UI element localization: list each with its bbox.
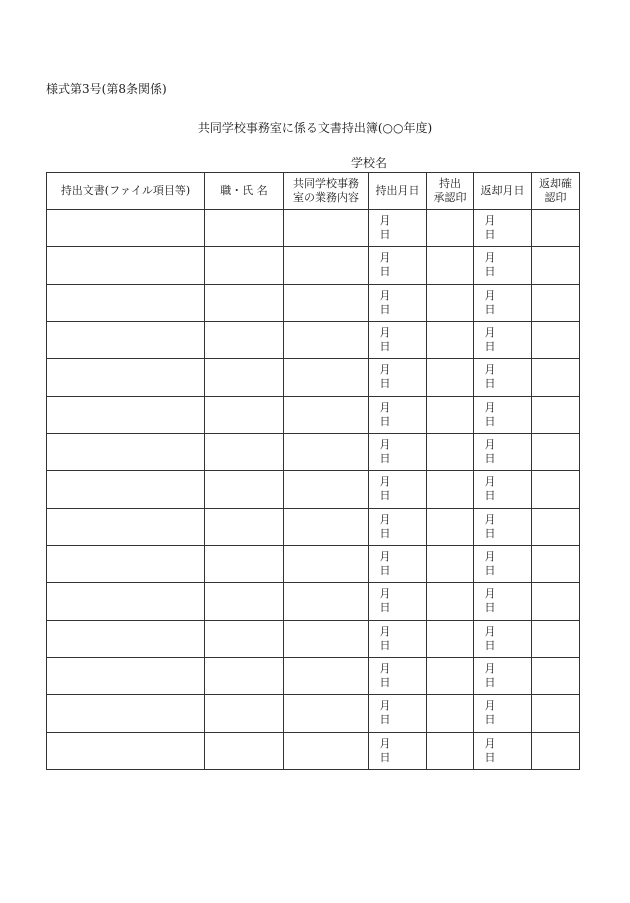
day-label: 日 <box>379 302 391 316</box>
checkout-date-cell[interactable] <box>369 695 427 732</box>
month-label: 月 <box>484 699 496 713</box>
return-date-cell[interactable] <box>474 620 532 657</box>
checkout-date-cell-month-day <box>380 438 416 466</box>
month-label: 月 <box>379 363 391 377</box>
month-label: 月 <box>484 400 496 414</box>
form-number: 様式第3号(第8条関係) <box>46 82 167 96</box>
return-date-cell-month-day <box>485 475 521 503</box>
day-label: 日 <box>484 414 496 428</box>
day-label: 日 <box>484 564 496 578</box>
return-date-cell-month-day <box>485 587 521 615</box>
office-work-cell[interactable] <box>284 695 369 732</box>
return-date-cell[interactable] <box>474 657 532 694</box>
document-cell[interactable] <box>47 583 205 620</box>
office-work-cell[interactable] <box>284 732 369 769</box>
day-label: 日 <box>379 750 391 764</box>
office-work-cell[interactable] <box>284 396 369 433</box>
position-name-cell[interactable] <box>205 284 284 321</box>
document-cell[interactable] <box>47 321 205 358</box>
table-row <box>47 359 580 396</box>
return-confirm-cell[interactable] <box>532 508 580 545</box>
day-label: 日 <box>379 265 391 279</box>
day-label: 日 <box>484 228 496 242</box>
checkout-date-cell[interactable] <box>369 508 427 545</box>
header-return-confirm-line1: 返却確 <box>539 177 572 190</box>
day-label: 日 <box>379 564 391 578</box>
header-checkout-approval-line2: 承認印 <box>433 191 467 204</box>
header-checkout-approval <box>427 173 474 210</box>
day-label: 日 <box>484 265 496 279</box>
checkout-date-cell[interactable] <box>369 657 427 694</box>
checkout-date-cell-month-day <box>380 625 416 653</box>
position-name-cell[interactable] <box>205 471 284 508</box>
office-work-cell[interactable] <box>284 620 369 657</box>
position-name-cell[interactable] <box>205 545 284 582</box>
checkout-approval-cell[interactable] <box>427 657 474 694</box>
position-name-cell[interactable] <box>205 321 284 358</box>
month-label: 月 <box>484 438 496 452</box>
office-work-cell[interactable] <box>284 657 369 694</box>
document-cell[interactable] <box>47 545 205 582</box>
checkout-date-cell[interactable] <box>369 620 427 657</box>
month-label: 月 <box>484 363 496 377</box>
checkout-approval-cell[interactable] <box>427 210 474 247</box>
table-row <box>47 210 580 247</box>
office-work-cell[interactable] <box>284 321 369 358</box>
checkout-date-cell[interactable] <box>369 359 427 396</box>
month-label: 月 <box>379 288 391 302</box>
table-row <box>47 471 580 508</box>
document-cell[interactable] <box>47 359 205 396</box>
checkout-date-cell-month-day <box>380 550 416 578</box>
checkout-approval-cell[interactable] <box>427 508 474 545</box>
month-label: 月 <box>484 326 496 340</box>
office-work-cell[interactable] <box>284 433 369 470</box>
table-row <box>47 695 580 732</box>
return-date-cell[interactable] <box>474 359 532 396</box>
month-label: 月 <box>484 550 496 564</box>
day-label: 日 <box>484 676 496 690</box>
table-row <box>47 508 580 545</box>
document-cell[interactable] <box>47 396 205 433</box>
office-work-cell[interactable] <box>284 284 369 321</box>
document-cell[interactable] <box>47 210 205 247</box>
month-label: 月 <box>484 662 496 676</box>
header-checkout-approval-line1: 持出 <box>439 177 461 190</box>
return-date-cell[interactable] <box>474 433 532 470</box>
day-label: 日 <box>379 489 391 503</box>
position-name-cell[interactable] <box>205 396 284 433</box>
header-checkout-date: 持出月日 <box>369 173 427 210</box>
day-label: 日 <box>379 676 391 690</box>
office-work-cell[interactable] <box>284 545 369 582</box>
month-label: 月 <box>379 624 391 638</box>
header-office-work <box>284 173 369 210</box>
document-title: 共同学校事務室に係る文書持出簿(○○年度) <box>197 121 433 135</box>
day-label: 日 <box>484 750 496 764</box>
return-date-cell[interactable] <box>474 695 532 732</box>
table-row <box>47 396 580 433</box>
office-work-cell[interactable] <box>284 210 369 247</box>
checkout-date-cell-month-day <box>380 587 416 615</box>
return-confirm-cell[interactable] <box>532 545 580 582</box>
position-name-cell[interactable] <box>205 210 284 247</box>
month-label: 月 <box>379 214 391 228</box>
return-date-cell[interactable] <box>474 545 532 582</box>
month-label: 月 <box>379 400 391 414</box>
return-confirm-cell[interactable] <box>532 620 580 657</box>
header-return-confirm-line2: 認印 <box>544 191 567 204</box>
return-confirm-cell[interactable] <box>532 359 580 396</box>
checkout-approval-cell[interactable] <box>427 396 474 433</box>
month-label: 月 <box>484 587 496 601</box>
return-date-cell[interactable] <box>474 247 532 284</box>
office-work-cell[interactable] <box>284 247 369 284</box>
position-name-cell[interactable] <box>205 433 284 470</box>
document-checkout-ledger <box>46 172 580 770</box>
month-label: 月 <box>484 251 496 265</box>
return-date-cell[interactable] <box>474 321 532 358</box>
checkout-approval-cell[interactable] <box>427 471 474 508</box>
position-name-cell[interactable] <box>205 359 284 396</box>
position-name-cell[interactable] <box>205 695 284 732</box>
checkout-approval-cell[interactable] <box>427 247 474 284</box>
return-date-cell-month-day <box>485 214 521 242</box>
month-label: 月 <box>379 475 391 489</box>
document-cell[interactable] <box>47 471 205 508</box>
checkout-date-cell-month-day <box>380 363 416 391</box>
office-work-cell[interactable] <box>284 471 369 508</box>
document-cell[interactable] <box>47 732 205 769</box>
month-label: 月 <box>484 214 496 228</box>
return-date-cell[interactable] <box>474 396 532 433</box>
document-cell[interactable] <box>47 433 205 470</box>
return-date-cell-month-day <box>485 737 521 765</box>
checkout-approval-cell[interactable] <box>427 359 474 396</box>
month-label: 月 <box>379 251 391 265</box>
day-label: 日 <box>379 377 391 391</box>
day-label: 日 <box>484 340 496 354</box>
month-label: 月 <box>484 736 496 750</box>
checkout-date-cell-month-day <box>380 289 416 317</box>
table-row <box>47 732 580 769</box>
table-row <box>47 247 580 284</box>
return-date-cell[interactable] <box>474 583 532 620</box>
school-name-label: 学校名 <box>351 156 388 170</box>
table-row <box>47 583 580 620</box>
position-name-cell[interactable] <box>205 247 284 284</box>
checkout-approval-cell[interactable] <box>427 620 474 657</box>
position-name-cell[interactable] <box>205 620 284 657</box>
checkout-date-cell[interactable] <box>369 321 427 358</box>
day-label: 日 <box>484 713 496 727</box>
day-label: 日 <box>379 638 391 652</box>
day-label: 日 <box>484 377 496 391</box>
checkout-date-cell-month-day <box>380 737 416 765</box>
return-date-cell-month-day <box>485 699 521 727</box>
checkout-approval-cell[interactable] <box>427 284 474 321</box>
day-label: 日 <box>484 302 496 316</box>
month-label: 月 <box>379 662 391 676</box>
ledger-body <box>47 210 580 770</box>
day-label: 日 <box>484 638 496 652</box>
checkout-approval-cell[interactable] <box>427 321 474 358</box>
day-label: 日 <box>484 489 496 503</box>
checkout-date-cell-month-day <box>380 401 416 429</box>
table-row <box>47 657 580 694</box>
checkout-approval-cell[interactable] <box>427 695 474 732</box>
checkout-date-cell[interactable] <box>369 210 427 247</box>
day-label: 日 <box>484 452 496 466</box>
checkout-date-cell[interactable] <box>369 545 427 582</box>
day-label: 日 <box>484 601 496 615</box>
day-label: 日 <box>379 340 391 354</box>
header-row <box>47 173 580 210</box>
checkout-date-cell-month-day <box>380 699 416 727</box>
header-position-name: 職・氏 名 <box>205 173 284 210</box>
document-cell[interactable] <box>47 620 205 657</box>
return-date-cell-month-day <box>485 438 521 466</box>
position-name-cell[interactable] <box>205 583 284 620</box>
return-confirm-cell[interactable] <box>532 695 580 732</box>
checkout-date-cell[interactable] <box>369 247 427 284</box>
return-confirm-cell[interactable] <box>532 657 580 694</box>
table-row <box>47 620 580 657</box>
header-office-work-line1: 共同学校事務 <box>293 177 359 190</box>
return-date-cell[interactable] <box>474 284 532 321</box>
month-label: 月 <box>484 288 496 302</box>
return-confirm-cell[interactable] <box>532 471 580 508</box>
checkout-date-cell-month-day <box>380 251 416 279</box>
day-label: 日 <box>379 452 391 466</box>
day-label: 日 <box>379 601 391 615</box>
month-label: 月 <box>379 326 391 340</box>
month-label: 月 <box>379 550 391 564</box>
month-label: 月 <box>484 512 496 526</box>
header-office-work-line2: 室の業務内容 <box>293 191 359 204</box>
checkout-approval-cell[interactable] <box>427 433 474 470</box>
table-row <box>47 545 580 582</box>
return-confirm-cell[interactable] <box>532 321 580 358</box>
return-date-cell-month-day <box>485 625 521 653</box>
day-label: 日 <box>484 526 496 540</box>
checkout-date-cell-month-day <box>380 662 416 690</box>
return-date-cell-month-day <box>485 251 521 279</box>
return-date-cell-month-day <box>485 662 521 690</box>
office-work-cell[interactable] <box>284 508 369 545</box>
day-label: 日 <box>379 526 391 540</box>
position-name-cell[interactable] <box>205 657 284 694</box>
return-confirm-cell[interactable] <box>532 732 580 769</box>
month-label: 月 <box>379 587 391 601</box>
checkout-approval-cell[interactable] <box>427 583 474 620</box>
checkout-date-cell-month-day <box>380 513 416 541</box>
header-return-confirm <box>532 173 580 210</box>
return-date-cell[interactable] <box>474 471 532 508</box>
office-work-cell[interactable] <box>284 583 369 620</box>
checkout-date-cell-month-day <box>380 326 416 354</box>
position-name-cell[interactable] <box>205 508 284 545</box>
month-label: 月 <box>379 512 391 526</box>
day-label: 日 <box>379 414 391 428</box>
return-date-cell-month-day <box>485 550 521 578</box>
month-label: 月 <box>379 438 391 452</box>
return-date-cell-month-day <box>485 513 521 541</box>
document-cell[interactable] <box>47 657 205 694</box>
return-confirm-cell[interactable] <box>532 210 580 247</box>
return-date-cell-month-day <box>485 289 521 317</box>
day-label: 日 <box>379 228 391 242</box>
return-confirm-cell[interactable] <box>532 396 580 433</box>
checkout-approval-cell[interactable] <box>427 545 474 582</box>
month-label: 月 <box>484 624 496 638</box>
document-cell[interactable] <box>47 508 205 545</box>
checkout-date-cell[interactable] <box>369 284 427 321</box>
table-row <box>47 433 580 470</box>
header-document: 持出文書(ファイル項目等) <box>47 173 205 210</box>
document-cell[interactable] <box>47 695 205 732</box>
checkout-date-cell[interactable] <box>369 396 427 433</box>
month-label: 月 <box>484 475 496 489</box>
return-date-cell-month-day <box>485 326 521 354</box>
checkout-date-cell[interactable] <box>369 583 427 620</box>
month-label: 月 <box>379 699 391 713</box>
checkout-date-cell-month-day <box>380 475 416 503</box>
checkout-date-cell[interactable] <box>369 433 427 470</box>
return-date-cell-month-day <box>485 363 521 391</box>
month-label: 月 <box>379 736 391 750</box>
checkout-date-cell[interactable] <box>369 471 427 508</box>
return-confirm-cell[interactable] <box>532 247 580 284</box>
return-confirm-cell[interactable] <box>532 583 580 620</box>
return-date-cell[interactable] <box>474 210 532 247</box>
office-work-cell[interactable] <box>284 359 369 396</box>
checkout-date-cell-month-day <box>380 214 416 242</box>
return-date-cell[interactable] <box>474 732 532 769</box>
table-row <box>47 321 580 358</box>
checkout-approval-cell[interactable] <box>427 732 474 769</box>
checkout-date-cell[interactable] <box>369 732 427 769</box>
document-cell[interactable] <box>47 247 205 284</box>
return-date-cell[interactable] <box>474 508 532 545</box>
return-date-cell-month-day <box>485 401 521 429</box>
header-return-date: 返却月日 <box>474 173 532 210</box>
position-name-cell[interactable] <box>205 732 284 769</box>
day-label: 日 <box>379 713 391 727</box>
return-confirm-cell[interactable] <box>532 284 580 321</box>
document-cell[interactable] <box>47 284 205 321</box>
table-row <box>47 284 580 321</box>
return-confirm-cell[interactable] <box>532 433 580 470</box>
